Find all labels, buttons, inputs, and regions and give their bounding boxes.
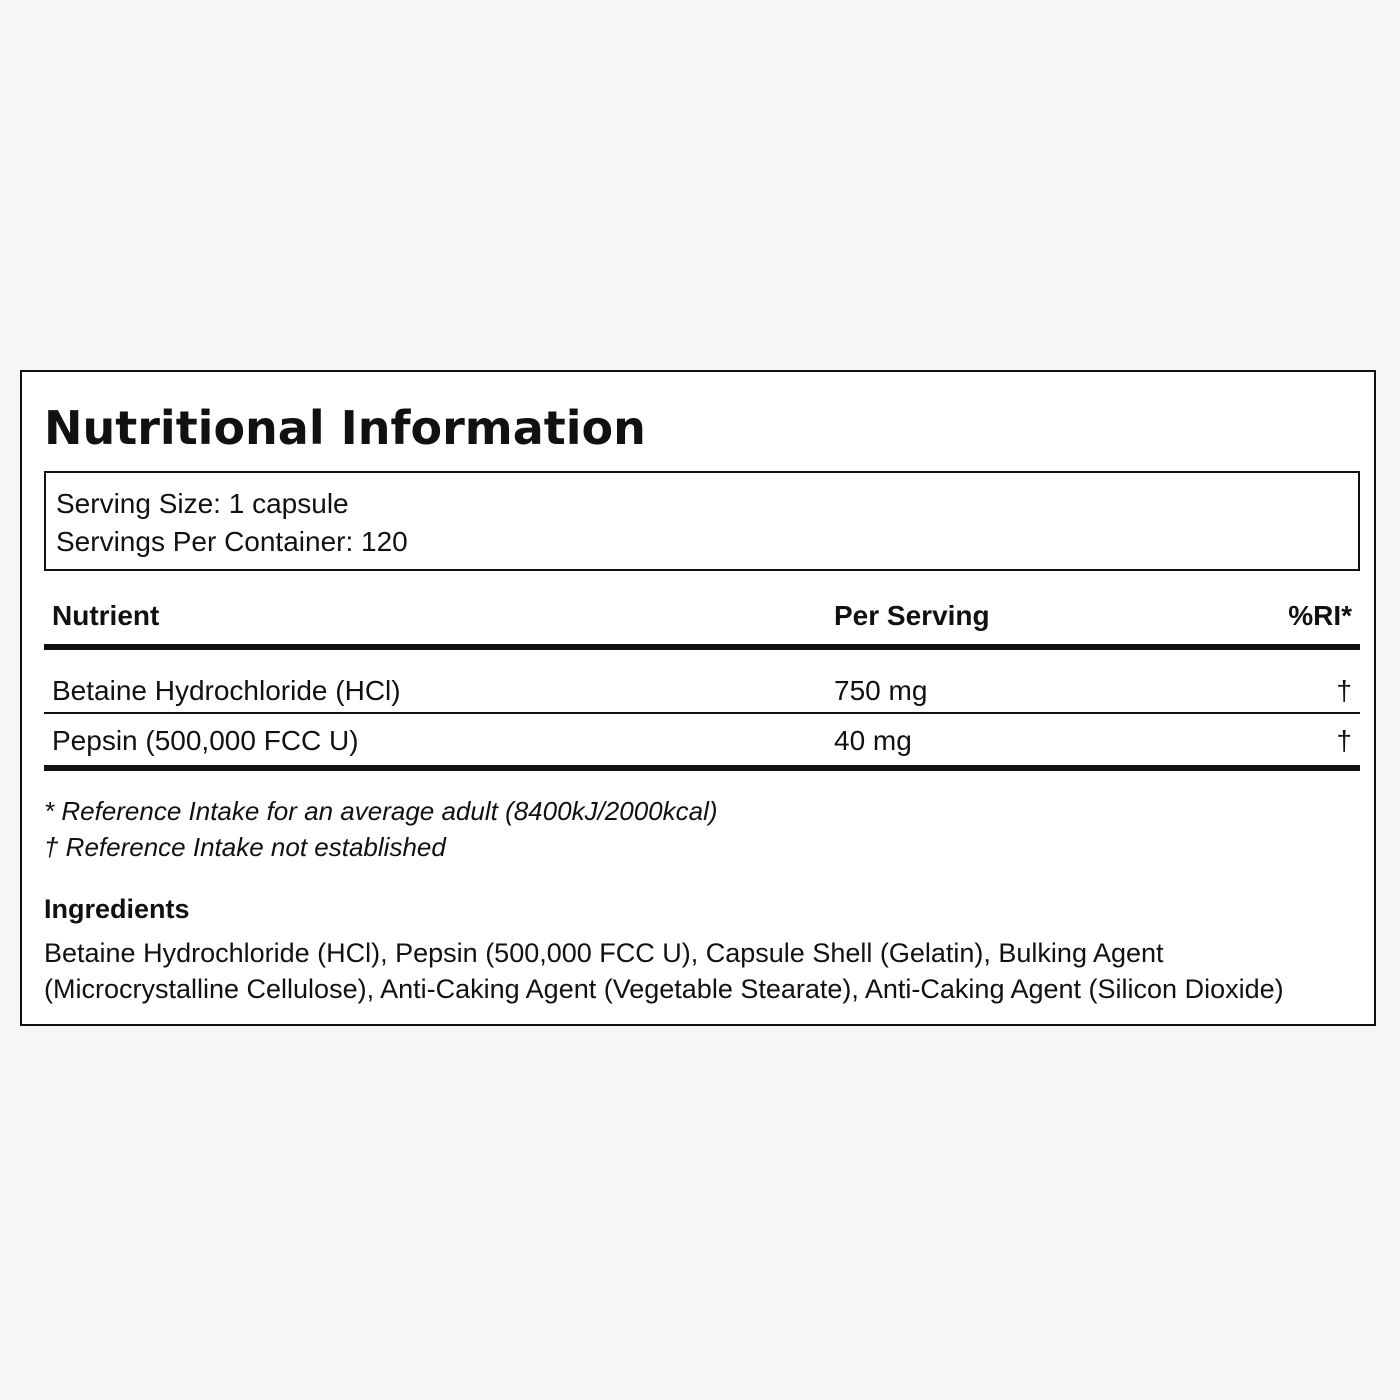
- footnote-not-established: † Reference Intake not established: [44, 832, 446, 862]
- table-row: [44, 714, 1360, 771]
- table-row: [44, 650, 1360, 714]
- header-nutrient: Nutrient: [52, 600, 160, 631]
- nutrient-name: Betaine Hydrochloride (HCl): [52, 675, 401, 706]
- nutrient-per-serving: 750 mg: [834, 675, 928, 706]
- nutrient-per-serving: 40 mg: [834, 725, 912, 756]
- serving-info-box: [44, 471, 1360, 571]
- ingredients-list: Betaine Hydrochloride (HCl), Pepsin (500,000 FCC U), Capsule Shell (Gelatin), Bulking Agent (Microcrystalline Cellulose), Anti-Caking Agent (Vegetable Stearate), Anti-Caking Agent (Silicon Dioxide): [44, 938, 1284, 1004]
- nutrient-ri: †: [1336, 675, 1352, 706]
- header-per-serving: Per Serving: [834, 600, 990, 631]
- footnotes: [44, 793, 718, 865]
- nutrition-panel: [20, 370, 1376, 1026]
- servings-per-container: Servings Per Container: 120: [56, 526, 408, 557]
- header-ri: %RI*: [1288, 600, 1352, 631]
- page-title: Nutritional Information: [44, 401, 646, 455]
- serving-size: Serving Size: 1 capsule: [56, 488, 349, 519]
- table-header-row: [44, 594, 1360, 650]
- ingredients-heading: Ingredients: [44, 894, 190, 924]
- footnote-reference-intake: * Reference Intake for an average adult (8400kJ/2000kcal): [44, 796, 718, 826]
- nutrient-ri: †: [1336, 725, 1352, 756]
- nutrition-table: [44, 594, 1360, 771]
- nutrient-name: Pepsin (500,000 FCC U): [52, 725, 359, 756]
